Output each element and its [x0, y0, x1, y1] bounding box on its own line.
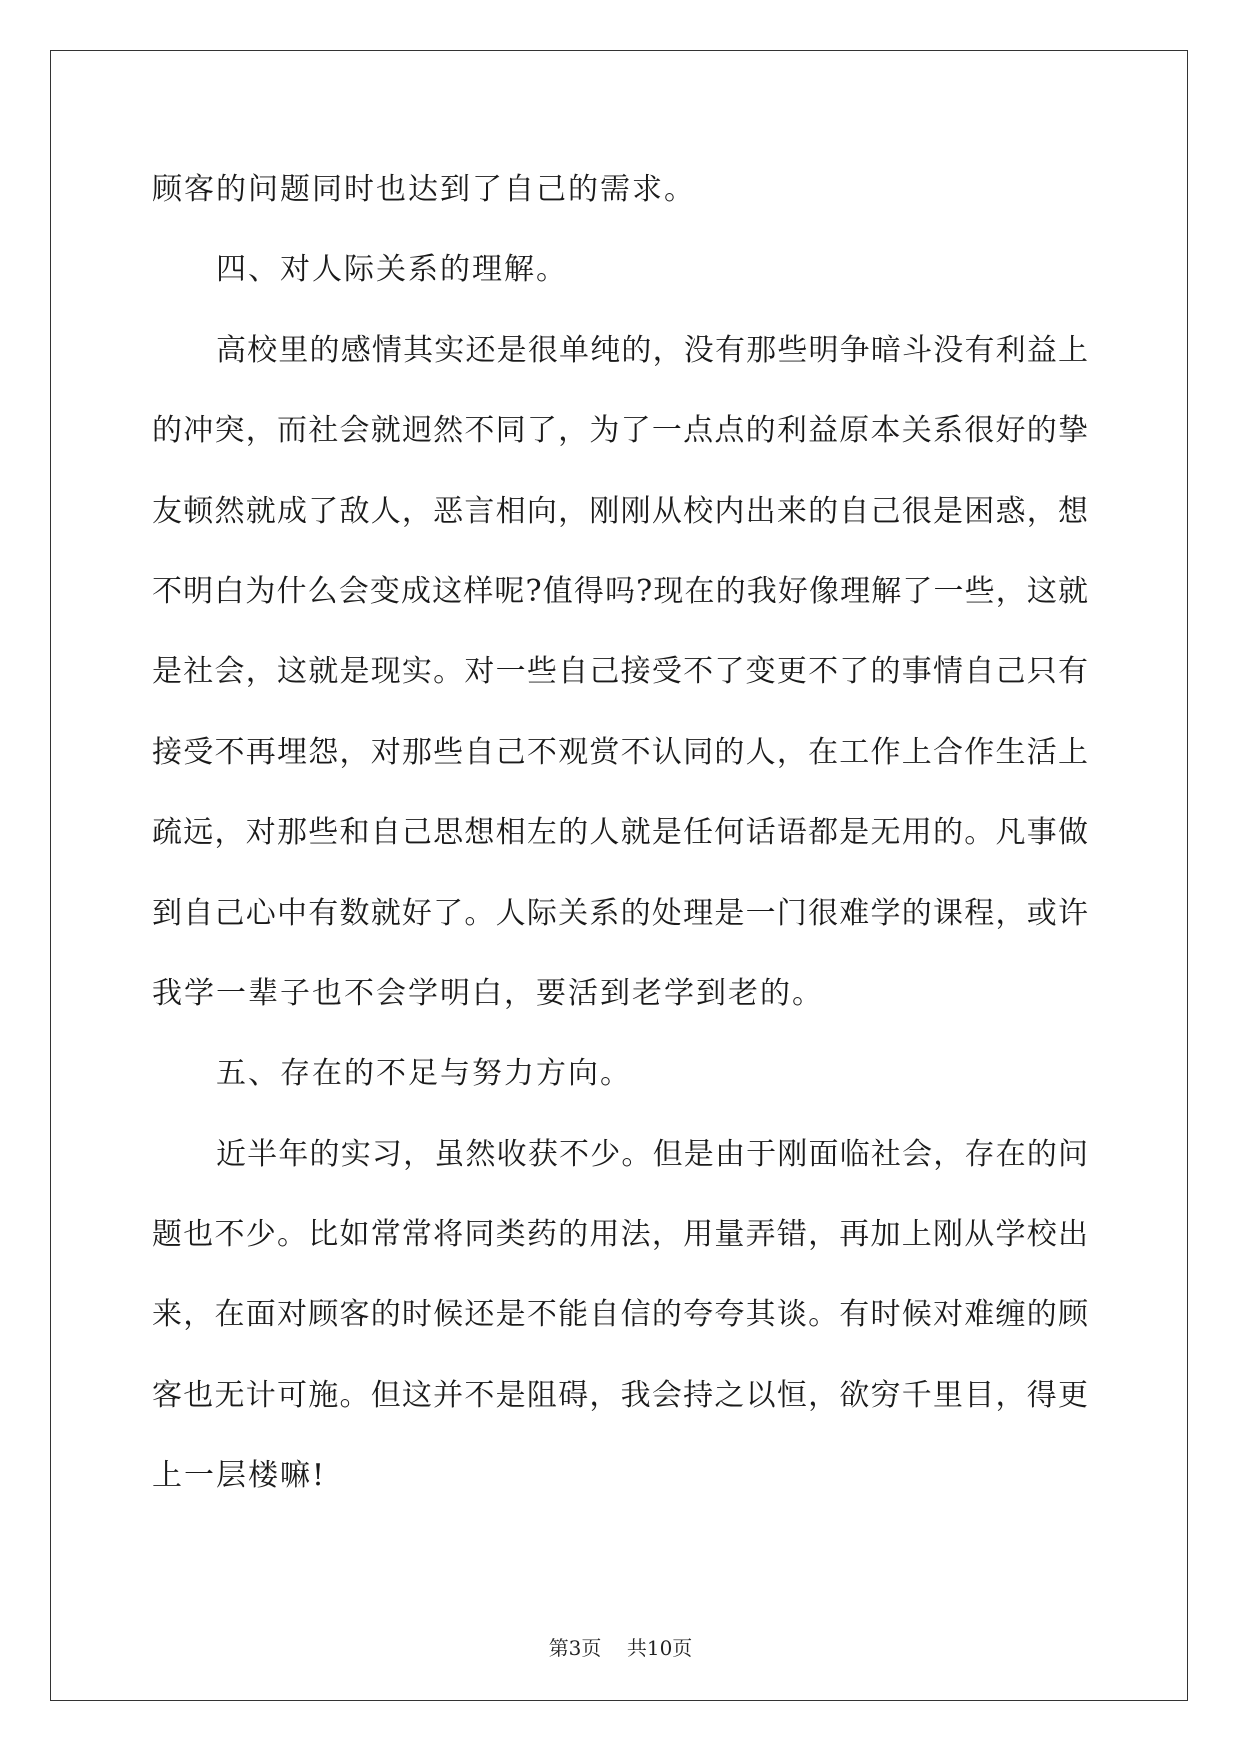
- text-line: 题也不少。比如常常将同类药的用法，用量弄错，再加上刚从学校出: [152, 1217, 1088, 1253]
- text-line: 接受不再埋怨，对那些自己不观赏不认同的人，在工作上合作生活上: [152, 734, 1088, 770]
- text-line: 友顿然就成了敌人，恶言相向，刚刚从校内出来的自己很是困惑，想: [152, 493, 1088, 529]
- document-body: [152, 150, 1088, 1517]
- text-line: 的冲突，而社会就迥然不同了，为了一点点的利益原本关系很好的挚: [152, 413, 1088, 449]
- text-line: 是社会，这就是现实。对一些自己接受不了变更不了的事情自己只有: [152, 654, 1088, 690]
- text-line: 不明白为什么会变成这样呢?值得吗?现在的我好像理解了一些，这就: [152, 573, 1088, 609]
- text-line: 到自己心中有数就好了。人际关系的处理是一门很难学的课程，或许: [152, 895, 1088, 931]
- text-line: 上一层楼嘛!: [152, 1458, 327, 1494]
- text-line: 来，在面对顾客的时候还是不能自信的夸夸其谈。有时候对难缠的顾: [152, 1297, 1088, 1333]
- text-line: 四、对人际关系的理解。: [216, 252, 568, 288]
- page-footer: [0, 1632, 1241, 1661]
- text-line: 近半年的实习，虽然收获不少。但是由于刚面临社会，存在的问: [216, 1136, 1088, 1172]
- text-line: 五、存在的不足与努力方向。: [216, 1056, 632, 1092]
- text-line: 客也无计可施。但这并不是阻碍，我会持之以恒，欲穷千里目，得更: [152, 1377, 1088, 1413]
- text-line: 顾客的问题同时也达到了自己的需求。: [152, 172, 696, 207]
- text-line: 疏远，对那些和自己思想相左的人就是任何话语都是无用的。凡事做: [152, 815, 1088, 851]
- current-page-label: 第3页: [548, 1636, 602, 1660]
- text-line: 我学一辈子也不会学明白，要活到老学到老的。: [152, 975, 824, 1011]
- total-pages-label: 共10页: [626, 1636, 693, 1660]
- text-line: 高校里的感情其实还是很单纯的，没有那些明争暗斗没有利益上: [216, 332, 1088, 368]
